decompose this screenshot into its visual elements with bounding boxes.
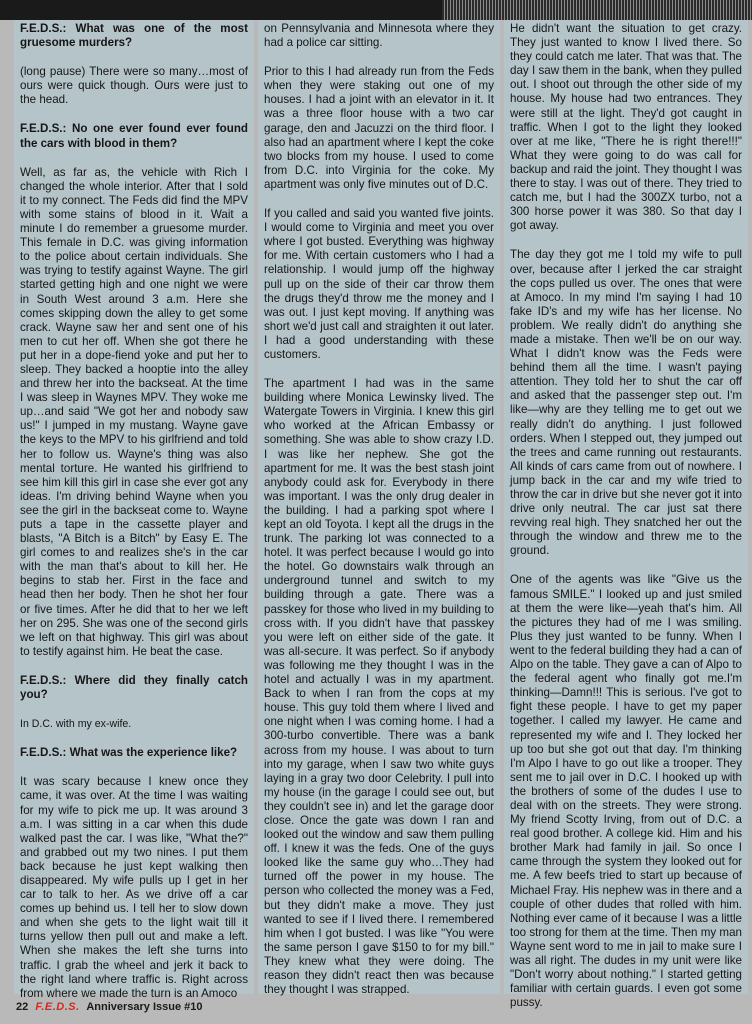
interview-answer: (long pause) There were so many…most of ours were quick though. Ours were just to the head. xyxy=(20,65,248,107)
interview-answer: on Pennsylvania and Minnesota where they had a police car sitting. xyxy=(264,22,494,50)
text-column-3 xyxy=(504,20,748,1010)
interview-answer: He didn't want the situation to get crazy. They just wanted to know I lived there. So they could catch me later. That was that. The day I saw them in the bank, when they pulled out. I shoot out through the other side of my house. My house had two entrances. They were still at the light. They'd got caught in traffic. When I got to the light they looked over at me like, "There he is right there!!!" What they were going to do was call for backup and raid the joint. They thought I was there to stay. I was out of there. They tried to catch me, but I had the 300ZX turbo, not a 300 horse power it was 380. So that day I got away. xyxy=(510,22,742,233)
interview-answer: The day they got me I told my wife to pull over, because after I jerked the car straight the cops pulled us over. The ones that were at Amoco. In my mind I'm saying I had 10 fake ID's and my wife has her license. No problem. We really didn't do anything she made a mistake. Then we'll be on our way. What I didn't know was the Feds were behind them all the time. I wasn't paying attention. They told her to shut the car off and asked that the passenger step out. I'm like—why are they telling me to get out we really didn't do anything. I just followed orders. When I stepped out, they jumped out the trees and came running out restaurants. All kinds of cars came from out of nowhere. I jump back in the car and my wife tried to throw the car in drive but she never got it into drive only neutral. The car just sat there revving real high. They snatched her out the through the window and threw me to the ground. xyxy=(510,248,742,558)
page-footer xyxy=(16,1001,203,1013)
issue-title: Anniversary Issue #10 xyxy=(86,1001,203,1013)
magazine-logo: F.E.D.S. xyxy=(35,1001,80,1013)
top-banner-stripe xyxy=(442,0,752,20)
interview-answer: It was scary because I knew once they came, it was over. At the time I was waiting for my wife to pick me up. It was around 3 a.m. I was sitting in a car when this dude walked past the car. I was like, "What the?" and grabbed out my two nines. I put them back because he just kept walking then disappeared. My wife pulls up I get in her car to talk to her. As we drive off a car comes up behind us. I tell her to slow down and when she gets to the light wait till it turns yellow then pull out and make a left. When she makes the left she turns into traffic. I grab the wheel and jerk it back to the right land where traffic is. Right across from where we made the turn is an Amoco xyxy=(20,775,248,1000)
interview-answer: In D.C. with my ex-wife. xyxy=(20,718,132,731)
interview-question: F.E.D.S.: What was the experience like? xyxy=(20,746,238,760)
interview-answer: One of the agents was like "Give us the famous SMILE." I looked up and just smiled at them the were like—yeah that's him. All the pictures they had of me I was smiling. Plus they just wanted to be funny. When I went to the federal building they had a can of Alpo on the table. They gave a can of Alpo to the federal agent who finally got me.I'm thinking—Damn!!! This is serious. I've got to fight these people. I have to get my paper together. I called my lawyer. He came and represented my wife and I. They locked her up too but she got out that day. I'm thinking I'm Alpo I have to go out like a trooper. They sent me to jail over in D.C. I hooked up with the brothers of some of the dudes I use to deal with on the streets. They were strong. My friend Scotty Irving, from out of D.C. a real good brother. A college kid. Him and his brother Mark had family in jail. So once I came through the system they looked out for me. A few beefs tried to start up because of Michael Fray. His nephew was in there and a couple of other dudes that rolled with him. Nothing ever came of it because I was a little too strong for them at the time. Then my man Wayne sent word to me in jail to make sure I was all right. The dudes in my unit were like "Don't worry about nothing." I started getting familiar with certain guards. I even got some pussy. xyxy=(510,573,742,1010)
interview-question: F.E.D.S.: No one ever found ever found the cars with blood in them? xyxy=(20,122,248,150)
interview-answer: The apartment I had was in the same building where Monica Lewinsky lived. The Watergate Towers in Virginia. I knew this girl who worked at the African Embassy or something. She was able to show crazy I.D. I was like her nephew. She got the apartment for me. It was the best stash joint anybody could ask for. Everybody in there was important. I was the only drug dealer in the building. I had a parking spot where I kept an old Toyota. I kept all the drugs in the trunk. The parking lot was connected to a hotel. It was perfect because I would go into the hotel. Go downstairs walk through an underground tunnel and switch to my building through a gate. There was a passkey for those who lived in my building to cross with. If you didn't have that passkey you were left on either side of the gate. It was all-secure. It was perfect. So if anybody was following me they thought I was in the hotel and actually I was in my apartment. Back to when I ran from the cops at my house. This guy told them where I lived and one night when I was coming home. I had a 300-turbo convertible. There was a bank across from my house. I was about to turn into my garage, when I saw two white guys laying in a gray two door Celebrity. I pull into my house (in the garage I could see out, but they couldn't see in) and let the garage door close. Once the gate was down I ran and looked out the window and saw them pulling off. I knew it was the feds. One of the guys looked like the same guy who…They had turned off the power in my house. The person who collected the money was a Fed, but they didn't make a move. They just wanted to see if I lived there. I remembered him when I got busted. I was like "You were the same person I gave $150 to for my bill." They knew what they were doing. The reason they didn't react then was because they thought I was strapped. xyxy=(264,377,494,997)
interview-answer: Well, as far as, the vehicle with Rich I changed the whole interior. After that I sold it to my connect. The Feds did find the MPV with some stains of blood in it. Wait a minute I do remember a gruesome murder. This female in D.C. was giving information to the police about certain individuals. She was trying to testify against Wayne. The girl started getting high and one night we were in South West around 3 a.m. Here she comes skipping down the alley to get some crack. Wayne saw her and sent one of his men to cut her off. When she got there he put her in a dope-fiend yoke and put her to sleep. They backed a hooptie into the alley and threw her into the backseat. At the time I was sleep in Waynes MPV. They woke me up…and said "We got her and nobody saw us!" I jumped in my mustang. Wayne gave the keys to the MPV to his girlfriend and told her to follow us. Wayne's thing was also mental torture. He wanted his girlfriend to see him kill this girl in case she ever got any ideas. I'm driving behind Wayne when you see the girl in the backseat come to. Wayne puts a tape in the cassette player and blasts, "A Bitch is a Bitch" by Easy E. The girl comes to and realizes she's in the car with the man that's about to kill her. He begins to stab her. First in the face and head then her body. Then he shot her four or five times. After he did that to her we left her on 295. She was one of the second girls we left on that highway. This girl was about to testify against him. He beat the case. xyxy=(20,165,248,658)
interview-answer: If you called and said you wanted five joints. I would come to Virginia and meet you over where I got busted. Everything was highway for me. With certain customers who I had a relationship. I would jump off the highway pull up on the side of their car throw them the drugs they'd throw me the money and I was out. I just kept moving. If anything was short we'd just call and straighten it out later. I had a good understanding with these customers. xyxy=(264,207,494,361)
page-number: 22 xyxy=(16,1001,29,1013)
interview-answer: Prior to this I had already run from the Feds when they were staking out one of my houses. I had a joint with an elevator in it. It was a three floor house with a two car garage, den and Jacuzzi on the third floor. I also had an apartment where I kept the coke two blocks from my house. I used to come from D.C. into Virginia for the coke. My apartment was only five minutes out of D.C. xyxy=(264,65,494,191)
text-column-2 xyxy=(258,20,500,997)
interview-question: F.E.D.S.: What was one of the most gruesome murders? xyxy=(20,22,248,50)
top-banner xyxy=(0,0,752,20)
interview-question: F.E.D.S.: Where did they finally catch you? xyxy=(20,673,248,702)
text-column-1 xyxy=(14,20,254,1000)
